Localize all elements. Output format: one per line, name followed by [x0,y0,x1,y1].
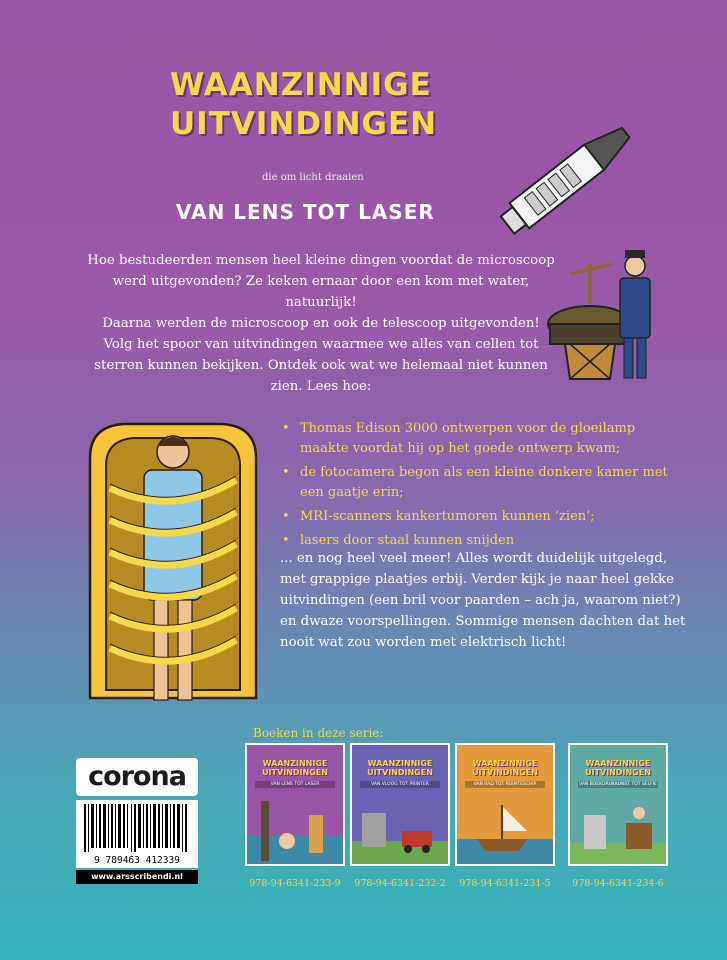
isbn-book-4: 978-94-6341-234-6 [572,878,664,889]
intro-text [86,250,556,397]
book-cover-art [570,795,666,865]
intro-paragraph-2: Daarna werden de microscoop en ook de telescoop uitgevonden! Volg het spoor van uitvindingen waarmee we alles van cellen tot sterren kunnen bekijken. Ontdek ook wat we helemaal niet kunnen zien. Lees hoe: [94,316,548,394]
list-item-text: lasers door staal kunnen snijden [300,533,515,548]
book-subtitle: VAN RAD TOT RUIMTESCHIP [465,781,545,788]
publisher-logo-text: corona [88,761,186,792]
series-book-4[interactable] [568,743,668,866]
mri-scanner-illustration [84,418,262,723]
book-title-line-2: UITVINDINGEN [262,768,328,777]
publisher-website[interactable]: www.arsscribendi.nl [76,870,198,884]
list-item [282,419,682,459]
isbn-book-3: 978-94-6341-231-5 [459,878,551,889]
book-title-line-2: UITVINDINGEN [367,768,433,777]
book-title-line-2: UITVINDINGEN [472,768,538,777]
title-line-1: WAANZINNIGE [170,67,432,103]
book-cover-art [457,795,553,865]
list-item [282,507,682,527]
book-title-line-1: WAANZINNIGE [585,759,651,768]
more-text: ... en nog heel veel meer! Alles wordt duidelijk uitgelegd, met grappige plaatjes erbij. Verder kijk je naar heel gekke uitvindingen (een bril voor paarden – ach ja, waarom niet?) en dwaze voorspellingen. Sommige mensen dachten dat het nooit wat zou worden met elektrisch licht! [280,551,686,650]
telescope-illustration [486,108,646,248]
book-title-line-1: WAANZINNIGE [262,759,328,768]
bullet-icon: • [282,509,290,524]
man-with-instrument-illustration [540,244,670,384]
book-title [247,759,343,777]
subtitle-small: die om licht draaien [262,172,364,183]
bullet-icon: • [282,533,290,548]
list-item-text: MRI-scanners kankertumoren kunnen ‘zien’; [300,509,595,524]
intro-paragraph-1: Hoe bestudeerden mensen heel kleine dingen voordat de microscoop werd uitgevonden? Ze keken ernaar door een kom met water, natuurlijk! [87,253,555,310]
publisher-logo [76,758,198,796]
book-cover-art [352,795,448,865]
book-title-line-1: WAANZINNIGE [472,759,538,768]
book-title-line-1: WAANZINNIGE [367,759,433,768]
list-item-text: Thomas Edison 3000 ontwerpen voor de gloeilamp maakte voordat hij op het goede ontwerp kwam; [300,421,636,456]
book-cover-art [247,795,343,865]
book-subtitle: VAN BOEKDRUKKUNST TOT SELFIE [579,782,657,787]
book-title [352,759,448,777]
barcode-bars [84,804,190,852]
book-title [457,759,553,777]
subtitle-big: VAN LENS TOT LASER [176,200,435,224]
title-line-2: UITVINDINGEN [170,106,438,142]
isbn-book-2: 978-94-6341-232-2 [354,878,446,889]
bullet-list [282,419,682,555]
barcode [76,800,198,868]
series-book-3[interactable] [455,743,555,866]
list-item-text: de fotocamera begon als een kleine donkere kamer met een gaatje erin; [300,465,668,500]
book-subtitle: VAN LENS TOT LASER [255,781,335,788]
list-item [282,463,682,503]
barcode-number: 9 789463 412339 [94,855,180,866]
isbn-book-1: 978-94-6341-233-9 [249,878,341,889]
book-title-line-2: UITVINDINGEN [585,768,651,777]
series-book-2[interactable] [350,743,450,866]
book-subtitle: VAN VLOOG TOT PRINTER [360,781,440,788]
book-title [170,66,470,144]
bullet-icon: • [282,421,290,436]
series-title: Boeken in deze serie: [253,726,384,740]
book-title [570,759,666,777]
bullet-icon: • [282,465,290,480]
series-book-1[interactable] [245,743,345,866]
